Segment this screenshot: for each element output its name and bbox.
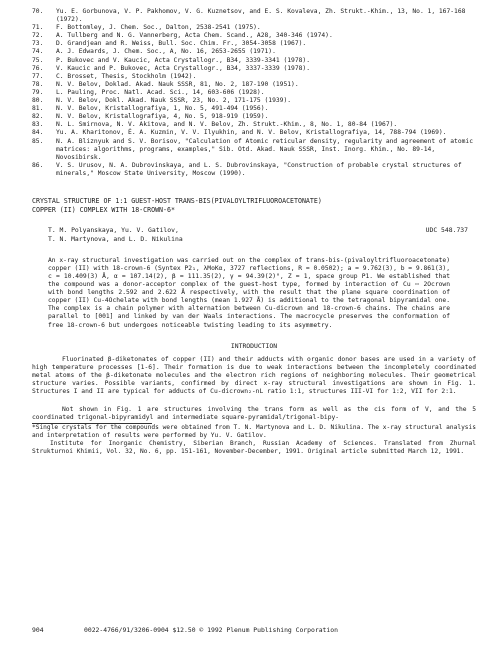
reference-text: N. V. Belov, Kristallografiya, 4, No. 5, 918-919 (1959).	[56, 113, 269, 121]
reference-item	[32, 129, 476, 137]
reference-number: 79.	[32, 88, 44, 96]
reference-text: N. L. Smirnova, N. V. Akitova, and N. V. Belov, Zh. Strukt.-Khim., 8, No. 1, 80-84 (1967).	[56, 121, 398, 129]
reference-text: N. V. Belov, Dokl. Akad. Nauk SSSR, 23, No. 2, 171-175 (1939).	[56, 97, 292, 105]
reference-text: Yu. E. Gorbunova, V. P. Pakhomov, V. G. Kuznetsov, and E. S. Kovaleva, Zh. Strukt.-Khim., 13, No. 1, 167-168 (1972).	[56, 8, 466, 24]
reference-number: 75.	[32, 56, 44, 64]
article-title	[32, 197, 476, 215]
article-title-line: COPPER (II) COMPLEX WITH 18-CROWN-6*	[32, 205, 175, 214]
reference-item	[32, 48, 476, 56]
reference-item	[32, 32, 476, 40]
reference-number: 70.	[32, 8, 44, 15]
reference-number: 71.	[32, 24, 44, 32]
reference-text: Yu. A. Kharitonov, É. A. Kuzmin, V. V. Ilyukhin, and N. V. Belov, Kristallografiya, 14, 788-794 (1969).	[56, 129, 447, 137]
reference-number: 73.	[32, 40, 44, 48]
reference-number: 76.	[32, 64, 44, 72]
reference-number: 84.	[32, 129, 44, 137]
reference-item	[32, 105, 476, 113]
author-list	[32, 226, 183, 243]
reference-text: F. Bottomley, J. Chem. Soc., Dalton, 2538-2541 (1975).	[56, 24, 261, 32]
reference-item	[32, 57, 476, 65]
page-footer	[32, 626, 476, 634]
reference-text: N. V. Belov, Kristallografiya, 1, No. 5, 491-494 (1956).	[56, 105, 269, 113]
reference-item	[32, 113, 476, 121]
reference-number: 81.	[32, 105, 44, 113]
reference-number: 83.	[32, 121, 44, 129]
reference-text: L. Pauling, Proc. Natl. Acad. Sci., 14, 603-606 (1928).	[56, 88, 265, 96]
body-paragraph: Fluorinated β-diketonates of copper (II) and their adducts with organic donor bases are used in a variety of high temperature processes [1-6]. Their formation is due to weak interactions between the incompletely coordinated metal atoms of the β-diketonate molecules and the electron rich regions of neighboring molecules. Their geometrical structure varies. Possible variants, confirmed by direct x-ray structural investigations are shown in Fig. 1. Structures I and II are typical for adducts of Cu-dicrown₂-nL ratio 1:1, structures III-VI for 1:2, VII for 2:1.	[32, 355, 476, 395]
reference-item	[32, 24, 476, 32]
reference-item	[32, 65, 476, 73]
author-line: T. N. Martynova, and L. D. Nikulina	[48, 234, 183, 243]
page-number: 904	[32, 626, 44, 634]
article-title-line: CRYSTAL STRUCTURE OF 1:1 GUEST-HOST TRANS-BIS(PIVALOYLTRIFLUOROACETONATE)	[32, 196, 322, 205]
reference-number: 85.	[32, 137, 44, 145]
reference-text: N. V. Belov, Doklad. Akad. Nauk SSSR, 81, No. 2, 187-190 (1951).	[56, 80, 299, 88]
reference-number: 77.	[32, 72, 44, 80]
body-paragraph: Not shown in Fig. 1 are structures involving the trans form as well as the cis form of V, and the 5 coordinated trigonal-bipyramidyl and intermediate square-pyramidal/trigonal-bipy-	[32, 405, 476, 421]
reference-item	[32, 8, 476, 24]
reference-text: A. J. Edwards, J. Chem. Soc., A, No. 16, 2653-2655 (1971).	[56, 48, 276, 56]
reference-number: 74.	[32, 48, 44, 56]
reference-number: 72.	[32, 32, 44, 40]
reference-text: A. Tullberg and N. G. Vannerberg, Acta Chem. Scand., A28, 340-346 (1974).	[56, 32, 333, 40]
paper-page	[32, 8, 476, 456]
footnote: *Single crystals for the compounds were obtained from T. N. Martynova and L. D. Nikulina. The x-ray structural analysis and interpretation of results were performed by Yu. V. Gatilov.	[32, 423, 476, 439]
reference-text: D. Grandjean and R. Weiss, Bull. Soc. Chim. Fr., 3054-3058 (1967).	[56, 40, 307, 48]
abstract: An x-ray structural investigation was carried out on the complex of trans-bis-(pivaloyltrifluoroacetonate) copper (II) with 18-crown-6 (Syntex P2₁, λMoKα, 3727 reflections, R = 0.0502); a = 9.762(3), b = 9.861(3), c = 10.409(3) Å, α = 107.14(2), β = 111.35(2), γ = 94.39(2)°, Z = 1, space group P1. We established that the compound was a donor-acceptor complex of the guest-host type, formed by interaction of Cu ⋯ 2Ocrown with bond lengths 2.592 and 2.622 Å respectively, with the result that the plane square coordination of copper (II) Cu-4Ochelate with bond lengths (mean 1.927 Å) is additional to the tetragonal bipyramidal one. The complex is a chain polymer with alternation between Cu-dicrown and 18-crown-6 chains. The chains are parallel to [001] and linked by van der Waals interactions. The macrocycle preserves the conformation of free 18-crown-6 but undergoes noticeable twisting leading to its asymmetry.	[48, 257, 450, 329]
reference-item	[32, 73, 476, 81]
reference-item	[32, 81, 476, 89]
reference-text: N. A. Bliznyuk and S. V. Borisov, "Calculation of Atomic reticular density, regularity and agreement of atomic matrices: algorithms, programs, examples," Sib. Otd. Akad. Nauk SSSR, Inst. Inorg. Khim., No. 89-14, Novosibirsk.	[56, 137, 474, 161]
reference-number: 78.	[32, 80, 44, 88]
reference-item	[32, 162, 476, 178]
reference-item	[32, 40, 476, 48]
udc-code: UDC 548.737	[425, 225, 468, 234]
section-heading: INTRODUCTION	[230, 341, 278, 350]
reference-text: C. Brosset, Thesis, Stockholm (1942).	[56, 72, 197, 80]
reference-text: V. S. Urusov, N. A. Dubrovinskaya, and L. S. Dubrovinskaya, "Construction of probable crystal structures of minerals," Moscow State University, Moscow (1990).	[56, 161, 462, 177]
reference-number: 80.	[32, 97, 44, 105]
reference-text: V. Kaucic and P. Bukovec, Acta Crystallogr., B34, 3337-3339 (1978).	[56, 64, 311, 72]
reference-number: 82.	[32, 113, 44, 121]
reference-number: 86.	[32, 161, 44, 169]
affiliation-note: Institute for Inorganic Chemistry, Siberian Branch, Russian Academy of Sciences. Translated from Zhurnal Strukturnoi Khimii, Vol. 32, No. 6, pp. 151-161, November-December, 1991. Original article submitted March 12, 1991.	[32, 439, 476, 455]
reference-item	[32, 89, 476, 97]
reference-text: P. Bukovec and V. Kaucic, Acta Crystallogr., B34, 3339-3341 (1978).	[56, 56, 311, 64]
author-line: T. M. Polyanskaya, Yu. V. Gatilov,	[48, 225, 179, 234]
publisher-imprint: 0022-4766/91/3206-0904 $12.50 © 1992 Plenum Publishing Corporation	[84, 626, 338, 634]
byline	[32, 226, 476, 243]
reference-item	[32, 138, 476, 162]
reference-item	[32, 97, 476, 105]
reference-list	[32, 8, 476, 178]
